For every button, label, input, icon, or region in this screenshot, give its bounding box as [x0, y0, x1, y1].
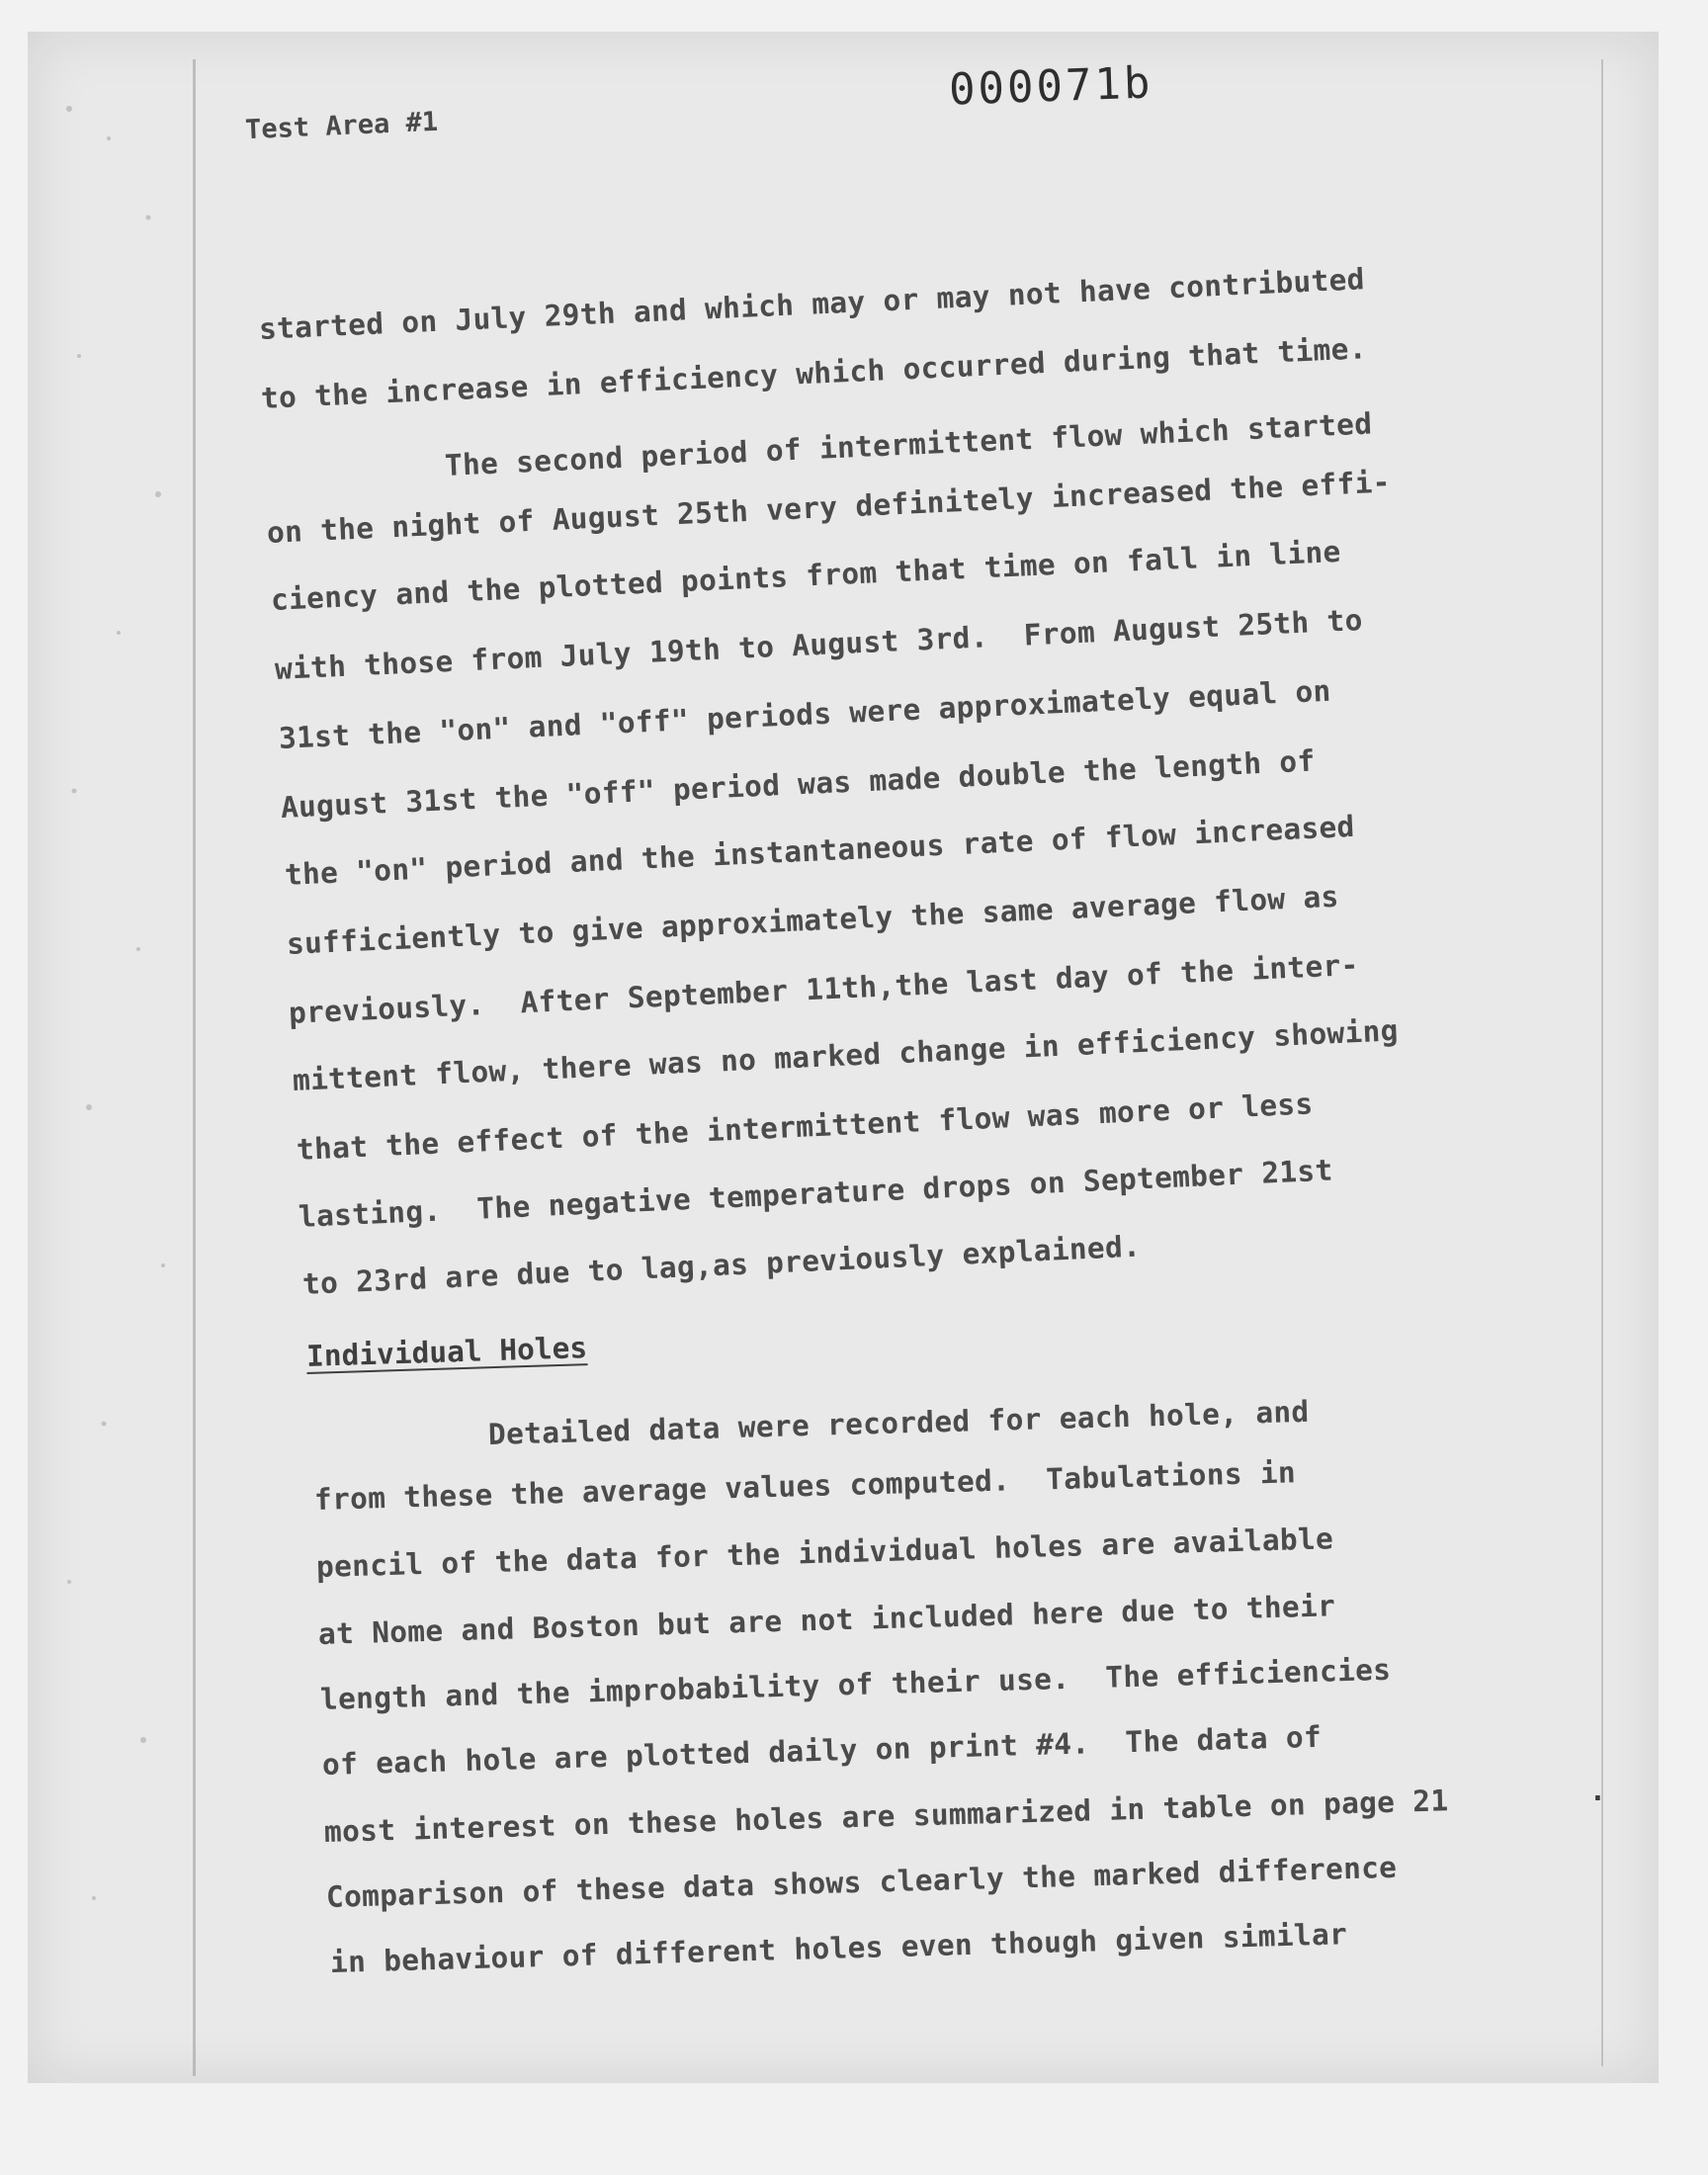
text-line: in behaviour of different holes even though given similar [329, 1917, 1348, 1979]
text-line: started on July 29th and which may or may not have contributed [258, 262, 1366, 346]
text-line: Comparison of these data shows clearly the marked difference [325, 1850, 1398, 1914]
text-line: The second period of intermittent flow which started [444, 406, 1373, 482]
test-area-label: Test Area #1 [244, 106, 439, 146]
text-line: on the night of August 25th very definitely increased the effi- [266, 465, 1392, 550]
section-heading: Individual Holes [305, 1331, 588, 1373]
text-line: the "on" period and the instantaneous rate of flow increased [284, 809, 1356, 892]
document-number: 000071b [948, 57, 1154, 116]
text-line: lasting. The negative temperature drops on September 21st [298, 1153, 1334, 1234]
text-line: to the increase in efficiency which occurred during that time. [260, 331, 1368, 415]
text-line: at Nome and Boston but are not included here due to their [317, 1589, 1336, 1651]
text-line: to 23rd are due to lag,as previously explained. [301, 1229, 1142, 1301]
text-line: with those from July 19th to August 3rd. From August 25th to [274, 603, 1364, 686]
text-line: sufficiently to give approximately the same average flow as [286, 879, 1340, 961]
text-line: pencil of the data for the individual holes are available [315, 1522, 1334, 1584]
page-reference-period: . [1589, 1775, 1606, 1807]
text-line: mittent flow, there was no marked change in efficiency showing [292, 1013, 1400, 1097]
text-line: August 31st the "off" period was made double the length of [280, 743, 1317, 825]
text-line: that the effect of the intermittent flow was more or less [296, 1087, 1315, 1167]
text-line: of each hole are plotted daily on print #4. The data of [321, 1719, 1323, 1782]
text-line: from these the average values computed. Tabulations in [313, 1455, 1297, 1517]
text-line: length and the improbability of their use. The efficiencies [319, 1652, 1392, 1716]
text-line: previously. After September 11th,the last day of the inter- [288, 947, 1360, 1030]
text-line: ciency and the plotted points from that time on fall in line [270, 534, 1342, 617]
text-line: Detailed data were recorded for each hole, and [487, 1394, 1310, 1451]
text-line: most interest on these holes are summarized in table on page 21 [323, 1784, 1449, 1849]
text-line: 31st the "on" and "off" periods were approximately equal on [278, 673, 1332, 755]
